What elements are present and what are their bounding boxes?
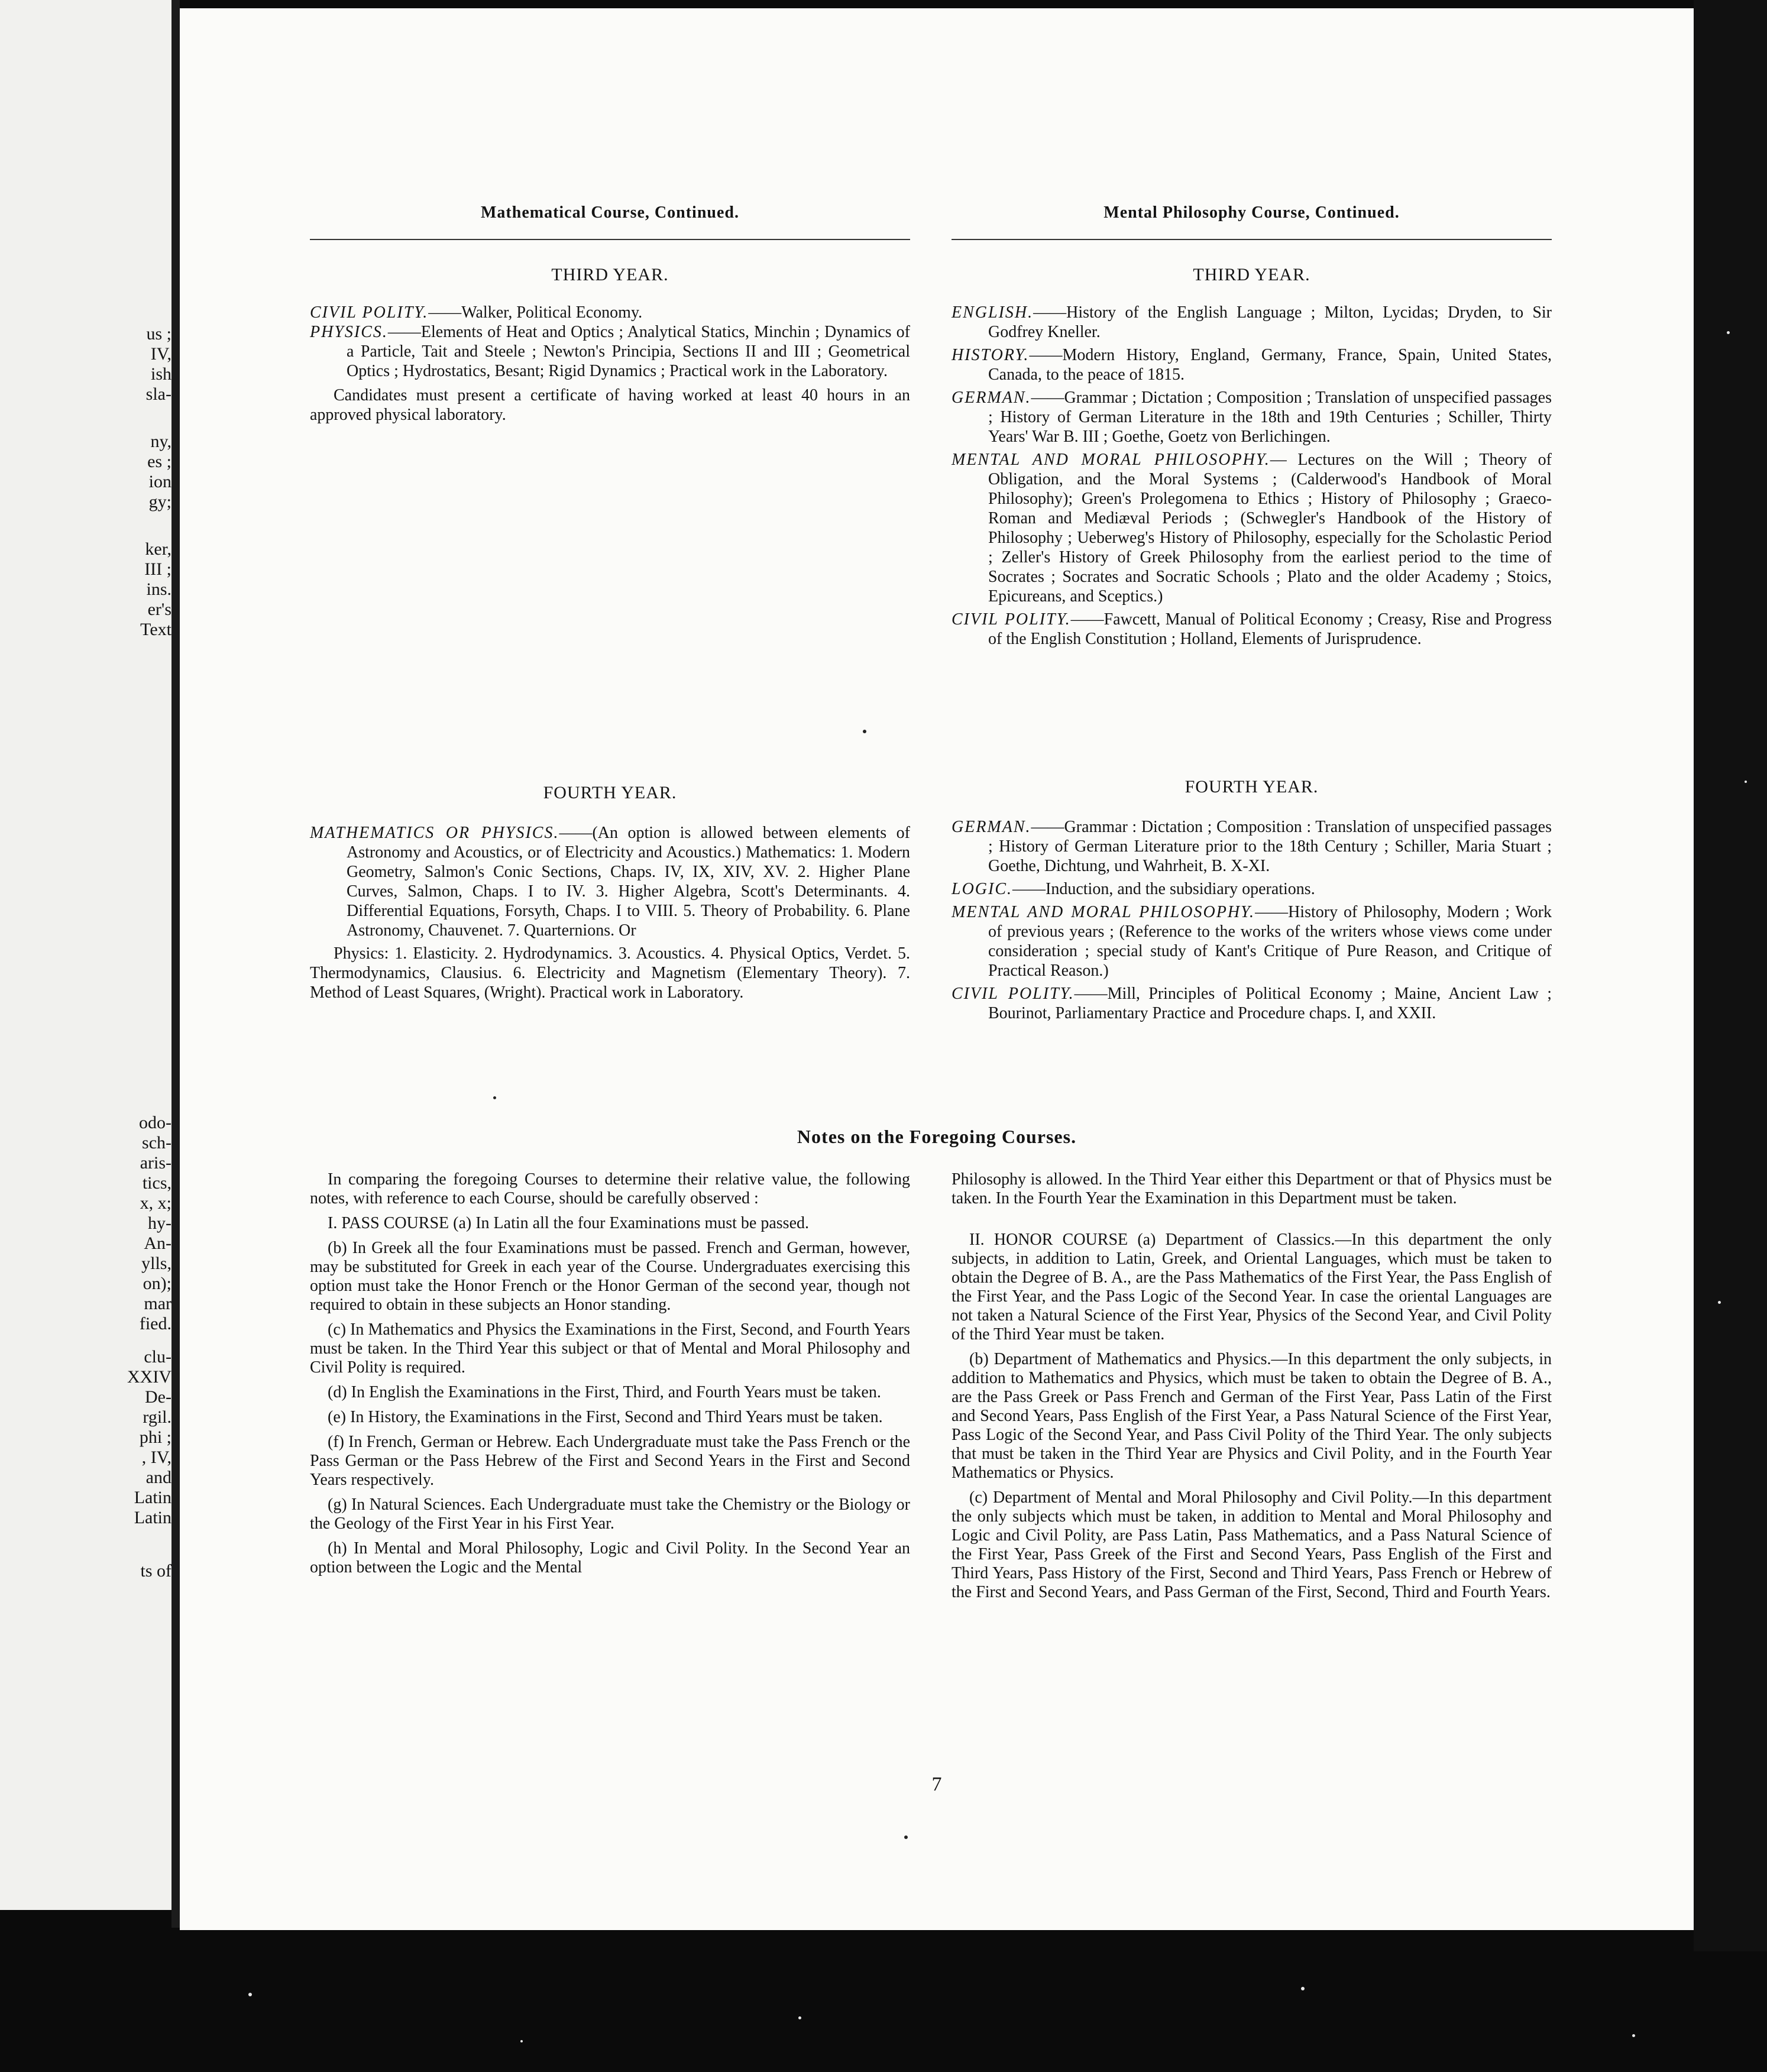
header-rule: [310, 239, 910, 240]
prev-fragment: Latin: [134, 1488, 171, 1507]
prev-fragment: mar: [144, 1294, 171, 1313]
page-number: 7: [931, 1773, 942, 1795]
entry-label: HISTORY.: [952, 346, 1030, 364]
entry-label: GERMAN.: [952, 818, 1031, 836]
note-paragraph: II. HONOR COURSE (a) Department of Classics.—In this department the only subjects, in addition to Latin, Greek, and Oriental Languages, which must be taken to obtain the Degree of B. A., are the Pass Mathematics of the First Year, the Pass English of the First Year, and the Pass Logic of the Second Year. In case the oriental Languages are not taken a Natural Science of the First Year, Physics of the Second Year, and Civil Polity of the Third Year must be taken.: [952, 1231, 1552, 1343]
course-entry: [952, 303, 1552, 342]
prev-fragment: phi ;: [139, 1427, 171, 1447]
fourth-year-entries: [952, 817, 1552, 1023]
third-year-heading: THIRD YEAR.: [551, 265, 669, 284]
scan-speck: [520, 2040, 523, 2042]
entry-label: LOGIC.: [952, 880, 1013, 898]
prev-fragment: er's: [147, 600, 171, 619]
left-fourth-year: [310, 783, 910, 1002]
scan-speck: [798, 2016, 801, 2019]
course-entry: [952, 610, 1552, 649]
entry-text: ——Mill, Principles of Political Economy ; Maine, Ancient Law ; Bourinot, Parliamentary Practice and Procedure chaps. I, and XXII.: [988, 985, 1552, 1022]
entry-text: — Lectures on the Will ; Theory of Obligation, and the Moral Systems ; (Calderwood's Handbook of Moral Philosophy); Green's Prolegomena to Ethics ; History of Philosophy ; Graeco-Roman and Mediæval Periods ; (Schwegler's Handbook of the History of Philosophy ; Ueberweg's History of Philosophy, especially for the Scholastic Period ; Zeller's History of Greek Philosophy from the earliest period to the time of Socrates ; Socrates and Socratic Schools ; Plato and the older Academy ; Stoics, Epicureans, and Sceptics.): [988, 451, 1552, 606]
prev-fragment: x, x;: [140, 1193, 171, 1213]
course-entry: [952, 817, 1552, 876]
header-rule: [952, 239, 1552, 240]
scan-speck: [1718, 1301, 1721, 1304]
prev-fragment: sla-: [145, 384, 171, 404]
note-paragraph: (d) In English the Examinations in the First, Third, and Fourth Years must be taken.: [328, 1383, 881, 1401]
column-header: Mental Philosophy Course, Continued.: [1103, 203, 1400, 222]
entry-label: MATHEMATICS OR PHYSICS.: [310, 824, 559, 842]
prev-fragment: Latin: [134, 1508, 171, 1527]
scan-speck: [1745, 781, 1747, 783]
entry-label: CIVIL POLITY.: [952, 610, 1071, 629]
entry-label: ENGLISH.: [952, 303, 1034, 322]
entry-label: CIVIL POLITY.: [952, 985, 1075, 1003]
entry-label: CIVIL POLITY.: [310, 303, 429, 322]
prev-fragment: ish: [150, 364, 171, 384]
prev-fragment: ts of: [140, 1561, 171, 1581]
prev-fragment: clu-: [144, 1347, 171, 1367]
mental-philosophy-column: [952, 203, 1552, 649]
third-year-entries: [952, 303, 1552, 649]
note-paragraph: I. PASS COURSE (a) In Latin all the four Examinations must be passed.: [328, 1214, 809, 1232]
prev-fragment: and: [145, 1468, 171, 1487]
entry-text: ——History of Philosophy, Modern ; Work of previous years ; (Reference to the works of the writers whose views come under consideration ; special study of Kant's Critique of Pure Reason, and Critique of Practical Reason.): [988, 903, 1552, 980]
note-paragraph: In comparing the foregoing Courses to determine their relative value, the following notes, with reference to each Course, should be carefully observed :: [310, 1170, 910, 1207]
prev-fragment: odo-: [139, 1113, 171, 1132]
fourth-year-heading: FOURTH YEAR.: [543, 783, 677, 802]
note-paragraph: (c) Department of Mental and Moral Philosophy and Civil Polity.—In this department the only subjects which must be taken, in addition to Mental and Moral Philosophy and Logic and Civil Polity, are Pass Latin, Pass Mathematics, and a Pass Natural Science of the First Year, Pass Greek of the First and Second Years, Pass English of the First and Third Years, Pass History of the First, Second and Third Years, Pass French or Hebrew of the First and Second Years, and Pass German of the First, Second, Third and Fourth Years.: [952, 1488, 1552, 1601]
third-year-entries: [310, 303, 910, 425]
prev-fragment: ins.: [146, 579, 171, 599]
prev-fragment: Text: [140, 620, 171, 639]
document-page: [180, 8, 1694, 1930]
entry-label: MENTAL AND MORAL PHILOSOPHY.: [952, 903, 1255, 921]
prev-fragment: ylls,: [141, 1254, 171, 1273]
scan-speck: [1727, 331, 1730, 334]
entry-label: PHYSICS.: [310, 323, 388, 341]
course-entry: [952, 345, 1552, 384]
prev-fragment: XXIV: [127, 1367, 171, 1387]
note-paragraph: (f) In French, German or Hebrew. Each Undergraduate must take the Pass French or the Pass German or the Pass Hebrew of the First and Second Years in the First and Second Years respectively.: [310, 1433, 910, 1489]
previous-page-edge: [0, 0, 171, 1910]
notes-title: Notes on the Foregoing Courses.: [797, 1126, 1077, 1147]
prev-fragment: ker,: [145, 539, 171, 559]
course-entry: [310, 303, 910, 322]
entry-text: ——Walker, Political Economy.: [428, 303, 643, 322]
entry-label: GERMAN.: [952, 388, 1031, 407]
prev-fragment: hy-: [148, 1213, 171, 1233]
course-entry: [310, 823, 910, 940]
scan-speck: [904, 1835, 908, 1839]
scan-speck: [863, 730, 866, 733]
mathematical-course-column: [310, 203, 910, 425]
fourth-year-heading: FOURTH YEAR.: [1185, 777, 1319, 797]
third-year-heading: THIRD YEAR.: [1193, 265, 1310, 284]
entry-text: ——Modern History, England, Germany, France, Spain, United States, Canada, to the peace of 1815.: [988, 346, 1552, 384]
scan-speck: [493, 1096, 496, 1099]
prev-fragment: III ;: [144, 559, 171, 579]
course-entry: [952, 388, 1552, 446]
entry-text: ——(An option is allowed between elements of Astronomy and Acoustics, or of Electricity and Acoustics.) Mathematics: 1. Modern Geometry, Salmon's Conic Sections, Chaps. IV, IX, XIV, XV. 2. Higher Plane Curves, Salmon, Chaps. I to IV. 3. Higher Algebra, Scott's Determinants. 4. Differential Equations, Forsyth, Chaps. I to VIII. 5. Theory of Probability. 6. Plane Astronomy, Chauvenet. 7. Quarternions. Or: [347, 824, 910, 940]
physics-option: Physics: 1. Elasticity. 2. Hydrodynamics. 3. Acoustics. 4. Physical Optics, Verdet. 5. Thermodynamics, Clausius. 6. Electricity and Magnetism (Elementary Theory). 7. Method of Least Squares, (Wright). Practical work in Laboratory.: [310, 944, 910, 1002]
scan-speck: [248, 1993, 252, 1996]
note-paragraph: (e) In History, the Examinations in the First, Second and Third Years must be taken.: [328, 1408, 883, 1426]
note-paragraph: (g) In Natural Sciences. Each Undergraduate must take the Chemistry or the Biology or the Geology of the First Year in his First Year.: [310, 1495, 910, 1533]
prev-fragment: us ;: [146, 324, 171, 344]
column-header: Mathematical Course, Continued.: [481, 203, 739, 222]
prev-fragment: rgil.: [143, 1407, 171, 1427]
right-fourth-year: [952, 777, 1552, 1023]
note-paragraph: Philosophy is allowed. In the Third Year either this Department or that of Physics must be taken. In the Fourth Year the Examination in this Department must be taken.: [952, 1170, 1552, 1207]
scan-speck: [1632, 2034, 1635, 2037]
entry-text: ——Induction, and the subsidiary operations.: [1012, 880, 1315, 898]
prev-fragment: IV,: [150, 344, 171, 364]
notes-right-column: [952, 1170, 1552, 1608]
laboratory-note: Candidates must present a certificate of having worked at least 40 hours in an approved physical laboratory.: [310, 386, 910, 424]
prev-fragment: An-: [144, 1234, 171, 1253]
note-paragraph: (b) In Greek all the four Examinations must be passed. French and German, however, may be substituted for Greek in each year of the Course. Undergraduates exercising this option must take the Honor French or the Honor German of the second year, though not required to obtain in these subjects an Honor standing.: [310, 1239, 910, 1314]
entry-label: MENTAL AND MORAL PHILOSOPHY.: [952, 451, 1270, 469]
book-gutter: [171, 0, 180, 1928]
prev-fragment: fied.: [139, 1314, 171, 1333]
entry-text: ——Fawcett, Manual of Political Economy ; Creasy, Rise and Progress of the English Constitution ; Holland, Elements of Jurisprudence.: [988, 610, 1552, 648]
prev-fragment: sch-: [142, 1133, 171, 1152]
scan-speck: [1301, 1987, 1305, 1990]
prev-fragment: , IV,: [141, 1448, 171, 1467]
prev-fragment: tics,: [142, 1173, 171, 1193]
course-entry: [952, 984, 1552, 1023]
note-paragraph: (c) In Mathematics and Physics the Examinations in the First, Second, and Fourth Years must be taken. In the Third Year this subject or that of Mental and Moral Philosophy and Civil Polity is required.: [310, 1320, 910, 1377]
course-entry: [952, 879, 1552, 899]
note-paragraph: (h) In Mental and Moral Philosophy, Logic and Civil Polity. In the Second Year an option between the Logic and the Mental: [310, 1539, 910, 1576]
prev-fragment: ny,: [150, 432, 171, 451]
fourth-year-entries: [310, 823, 910, 1002]
note-paragraph: (b) Department of Mathematics and Physics.—In this department the only subjects, in addition to Mathematics and Physics, which must be taken to obtain the Degree of B. A., are the Pass Greek or Pass French and German of the First Year, Pass Latin of the First and Second Years, Pass English of the First Year, a Pass Natural Science of the First Year, Pass Logic of the Second Year, and Pass Civil Polity of the Third Year. The only subjects that must be taken in the Third Year are Physics and Civil Polity, and in the Fourth Year Mathematics or Physics.: [952, 1350, 1552, 1482]
entry-text: ——History of the English Language ; Milton, Lycidas; Dryden, to Sir Godfrey Kneller.: [988, 303, 1552, 341]
prev-fragment: gy;: [148, 492, 171, 511]
entry-text: ——Elements of Heat and Optics ; Analytical Statics, Minchin ; Dynamics of a Particle, Tait and Steele ; Newton's Principia, Sections II and III ; Geometrical Optics ; Hydrostatics, Besant; Rigid Dynamics ; Practical work in the Laboratory.: [347, 323, 910, 380]
prev-fragment: es ;: [147, 452, 171, 471]
course-entry: [952, 902, 1552, 980]
entry-text: ——Grammar : Dictation ; Composition : Translation of unspecified passages ; History of German Literature prior to the 18th Century ; Schiller, Maria Stuart ; Goethe, Dichtung, und Wahrheit, B. X-XI.: [988, 818, 1552, 875]
paragraph-gap: [952, 1214, 1552, 1231]
prev-fragment: ion: [148, 472, 171, 491]
prev-fragment: on);: [143, 1274, 171, 1293]
prev-fragment: aris-: [140, 1153, 171, 1173]
course-entry: [952, 450, 1552, 606]
course-entry: [310, 322, 910, 381]
notes-left-column: [310, 1170, 910, 1583]
entry-text: ——Grammar ; Dictation ; Composition ; Translation of unspecified passages ; History of German Literature in the 18th and 19th Centuries ; Schiller, Thirty Years' War B. III ; Goethe, Goetz von Berlichingen.: [988, 388, 1552, 446]
right-scan-edge: [1694, 0, 1767, 1951]
prev-fragment: De-: [145, 1387, 171, 1407]
